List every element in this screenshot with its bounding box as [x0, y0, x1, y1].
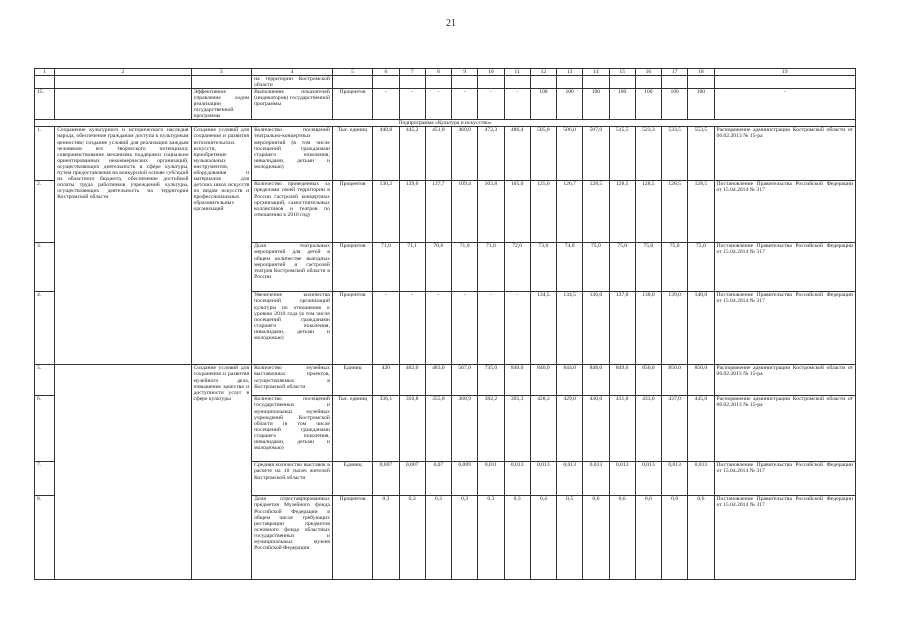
subprogram-title: Подпрограмма «Культура и искусство» — [35, 120, 856, 127]
indicator-cell: Количество музейных выставочных проектов, осуществляемых в Костромской области — [252, 365, 333, 396]
value-cell: 848,0 — [583, 365, 609, 396]
column-number: 10 — [478, 69, 504, 76]
value-cell: 0,6 — [583, 496, 609, 580]
value-cell: - — [478, 89, 504, 120]
value-cell: 75,0 — [688, 243, 714, 292]
value-cell: 71,1 — [399, 243, 425, 292]
column-number: 3 — [191, 69, 252, 76]
value-cell: 71,0 — [478, 243, 504, 292]
indicator-cell: Доля театральных мероприятий для детей в общем количестве выездных мероприятий и гастролей театров Костромской области в России — [252, 243, 333, 292]
value-cell: 567,0 — [452, 365, 478, 396]
value-cell: 139,0 — [662, 292, 688, 365]
row-number: 2. — [35, 181, 55, 243]
value-cell: 0,013 — [688, 462, 714, 496]
column-number: 14 — [583, 69, 609, 76]
value-cell: 0,3 — [399, 496, 425, 580]
value-cell: 70,6 — [425, 243, 451, 292]
value-cell: 350,8 — [399, 396, 425, 462]
column-number: 4 — [252, 69, 333, 76]
source-cell: Постановление Правительства Российской Федерации от 15.04.2014 № 317 — [714, 243, 855, 292]
indicators-table — [34, 68, 856, 580]
value-cell: 355,8 — [425, 396, 451, 462]
value-cell: 440,8 — [373, 127, 399, 181]
value-cell: 382,2 — [478, 396, 504, 462]
value-cell: - — [399, 292, 425, 365]
unit-cell: Единиц — [332, 462, 372, 496]
value-cell: 0,5 — [557, 496, 583, 580]
value-cell: 128,5 — [635, 181, 661, 243]
value-cell: 850,0 — [662, 365, 688, 396]
indicator-cell: Увеличение количества посещений организаций культуры по отношению к уровню 2010 года (в том числе посещений гражданами старшего поколения, инвалидами, детьми и молодежью) — [252, 292, 333, 365]
row-number: 15. — [35, 89, 55, 120]
value-cell: 0,013 — [635, 462, 661, 496]
value-cell: 75,0 — [583, 243, 609, 292]
value-cell: 128,5 — [609, 181, 635, 243]
unit-cell: Процентов — [332, 292, 372, 365]
value-cell: - — [373, 292, 399, 365]
value-cell: 486,4 — [504, 127, 530, 181]
value-cell: - — [504, 292, 530, 365]
value-cell: 139,6 — [399, 181, 425, 243]
value-cell: 109,4 — [452, 181, 478, 243]
value-cell: 445,0 — [688, 396, 714, 462]
value-cell: 136,0 — [583, 292, 609, 365]
value-cell: 735,0 — [478, 365, 504, 396]
value-cell: 100 — [557, 89, 583, 120]
column-number: 15 — [609, 69, 635, 76]
indicator-cell: Выполнение показателей (индикаторов) государственной программы — [252, 89, 333, 120]
value-cell: 0,3 — [425, 496, 451, 580]
value-cell: 533,5 — [662, 127, 688, 181]
value-cell: - — [478, 292, 504, 365]
column-number: 12 — [530, 69, 556, 76]
row-number: 5. — [35, 365, 55, 396]
indicator-cell: на территории Костромской области — [252, 76, 333, 89]
row-number: 3. — [35, 243, 55, 292]
value-cell: 74,0 — [557, 243, 583, 292]
value-cell: - — [504, 89, 530, 120]
value-cell: 840,0 — [504, 365, 530, 396]
value-cell: 0,007 — [373, 462, 399, 496]
table-row — [35, 365, 856, 396]
value-cell: 431,0 — [609, 396, 635, 462]
value-cell: - — [425, 89, 451, 120]
row-number: 4. — [35, 292, 55, 365]
value-cell: 0,007 — [399, 462, 425, 496]
source-cell: Постановление Правительства Российской Федерации от 15.04.2014 № 317 — [714, 181, 855, 243]
value-cell: 850,0 — [688, 365, 714, 396]
value-cell: - — [373, 89, 399, 120]
value-cell: 128,5 — [583, 181, 609, 243]
value-cell: - — [425, 292, 451, 365]
value-cell: 505,8 — [530, 127, 556, 181]
column-number: 13 — [557, 69, 583, 76]
table-row — [35, 127, 856, 181]
value-cell: 137,0 — [609, 292, 635, 365]
value-cell: 507,0 — [583, 127, 609, 181]
task-cell: Эффективное управление ходом реализации государственной программы — [191, 89, 252, 120]
value-cell: 100 — [583, 89, 609, 120]
value-cell: 75,0 — [609, 243, 635, 292]
value-cell: 134,5 — [557, 292, 583, 365]
column-number: 18 — [688, 69, 714, 76]
source-cell: Постановление Правительства Российской Федерации от 15.04.2014 № 317 — [714, 292, 855, 365]
value-cell: 0,6 — [662, 496, 688, 580]
value-cell: 125,0 — [530, 181, 556, 243]
column-number: 11 — [504, 69, 530, 76]
value-cell: 0,013 — [609, 462, 635, 496]
value-cell: 75,0 — [635, 243, 661, 292]
value-cell: 430,0 — [583, 396, 609, 462]
value-cell: 0,3 — [504, 496, 530, 580]
column-number: 19 — [714, 69, 855, 76]
value-cell: 420 — [373, 365, 399, 396]
value-cell: 0,013 — [662, 462, 688, 496]
indicator-cell: Средняя количество выставок в расчете на 10 тысяч жителей Костромской области — [252, 462, 333, 496]
value-cell: 72,0 — [504, 243, 530, 292]
value-cell: 445,2 — [399, 127, 425, 181]
value-cell: 844,0 — [557, 365, 583, 396]
value-cell: 0,6 — [635, 496, 661, 580]
unit-cell: Процентов — [332, 496, 372, 580]
unit-cell: Процентов — [332, 243, 372, 292]
unit-cell: Процентов — [332, 89, 372, 120]
value-cell: 368,9 — [452, 396, 478, 462]
row-number: 6. — [35, 396, 55, 462]
column-number: 7 — [399, 69, 425, 76]
indicator-cell: Количество посещений государственных и муниципальных музейных учреждений Костромской области (в том числе посещений гражданами старшего поколения, инвалидами, детьми и молодежью) — [252, 396, 333, 462]
value-cell: - — [452, 292, 478, 365]
value-cell: 126,7 — [557, 181, 583, 243]
value-cell: 433,0 — [635, 396, 661, 462]
value-cell: 100 — [688, 89, 714, 120]
page-number: 21 — [446, 18, 456, 29]
source-cell: Постановление Правительства Российской Федерации от 15.04.2014 № 317 — [714, 496, 855, 580]
value-cell: 428,3 — [530, 396, 556, 462]
subprogram-row — [35, 120, 856, 127]
value-cell: 483,0 — [425, 365, 451, 396]
value-cell: 0,013 — [530, 462, 556, 496]
value-cell: 100 — [662, 89, 688, 120]
value-cell: 0,3 — [478, 496, 504, 580]
unit-cell: Тыс. единиц — [332, 396, 372, 462]
source-cell: Распоряжение администрации Костромской области от 06.02.2013 № 15-ра — [714, 127, 855, 181]
value-cell: 0,013 — [583, 462, 609, 496]
value-cell: 105,0 — [504, 181, 530, 243]
value-cell: 0,009 — [452, 462, 478, 496]
indicator-cell: Количество проведенных за пределами своей территории в России гастролей концертных организаций, самостоятельных коллективов и театров по отношению к 2010 году — [252, 181, 333, 243]
row-number: 8. — [35, 496, 55, 580]
value-cell: 0,07 — [425, 462, 451, 496]
value-cell: 850,0 — [635, 365, 661, 396]
unit-cell: Процентов — [332, 181, 372, 243]
column-number: 8 — [425, 69, 451, 76]
value-cell: 71,0 — [452, 243, 478, 292]
goal-cell: Сохранение культурного и исторического наследия народа, обеспечение гражданам доступа к культурным ценностям; создание условий для реализации каждым человеком его творческого потенциала; совершенствование механизма поддержки социально ориентированных некоммерческих организаций, осуществляющих деятельность в сфере культуры, путем предоставления на конкурсной основе субсидий из областного бюджета, обеспечение достойной оплаты труда работников учреждений культуры, осуществляющих деятельность на территории Костромской области — [55, 127, 191, 365]
value-cell: 0,3 — [373, 496, 399, 580]
source-cell: Распоряжение администрации Костромской области от 06.02.2013 № 15-ра — [714, 396, 855, 462]
unit-cell: Единиц — [332, 365, 372, 396]
value-cell: 840,0 — [530, 365, 556, 396]
value-cell: 429,0 — [557, 396, 583, 462]
column-number: 9 — [452, 69, 478, 76]
value-cell: 515,5 — [609, 127, 635, 181]
value-cell: 138,0 — [635, 292, 661, 365]
value-cell: 336,1 — [373, 396, 399, 462]
value-cell: 0,3 — [452, 496, 478, 580]
value-cell: 0,4 — [530, 496, 556, 580]
value-cell: 73,0 — [530, 243, 556, 292]
table-row — [35, 89, 856, 120]
value-cell: 460,8 — [452, 127, 478, 181]
value-cell: 506,0 — [557, 127, 583, 181]
column-number: 2 — [55, 69, 191, 76]
value-cell: - — [399, 89, 425, 120]
value-cell: 0,011 — [478, 462, 504, 496]
value-cell: 0,013 — [557, 462, 583, 496]
column-number: 16 — [635, 69, 661, 76]
value-cell: 553,5 — [688, 127, 714, 181]
task-cell: Создание условий для сохранения и развития музейного дела, повышение качества и доступности услуг в сфере культуры — [191, 365, 252, 580]
value-cell: 472,3 — [478, 127, 504, 181]
value-cell: 849,0 — [609, 365, 635, 396]
value-cell: 100 — [609, 89, 635, 120]
column-number: 17 — [662, 69, 688, 76]
value-cell: 100 — [635, 89, 661, 120]
value-cell: 103,8 — [478, 181, 504, 243]
value-cell: 137,7 — [425, 181, 451, 243]
value-cell: 75,0 — [662, 243, 688, 292]
value-cell: 140,0 — [688, 292, 714, 365]
value-cell: 134,5 — [530, 292, 556, 365]
value-cell: 451,8 — [425, 127, 451, 181]
value-cell: - — [452, 89, 478, 120]
indicator-cell: Количество посещений театрально-концертных мероприятий (в том числе посещений гражданами старшего поколения, инвалидами, детьми и молодежью) — [252, 127, 333, 181]
value-cell: 128,5 — [662, 181, 688, 243]
value-cell: 395,3 — [504, 396, 530, 462]
source-cell: Распоряжение администрации Костромской области от 06.02.2013 № 15-ра — [714, 365, 855, 396]
row-number: 1. — [35, 127, 55, 181]
value-cell: 0,6 — [609, 496, 635, 580]
value-cell: 130,2 — [373, 181, 399, 243]
unit-cell: Тыс. единиц — [332, 127, 372, 181]
value-cell: 0,013 — [504, 462, 530, 496]
value-cell: 0,6 — [688, 496, 714, 580]
column-number: 6 — [373, 69, 399, 76]
value-cell: 462,0 — [399, 365, 425, 396]
column-number: 5 — [332, 69, 372, 76]
indicator-cell: Доля отреставрированных предметов Музейного фонда Российской Федерации в общем числе требующих реставрации предметов основного фонда областных государственных и муниципальных музеев Российской Федерации — [252, 496, 333, 580]
task-cell: Создание условий для сохранения и развития исполнительских искусств, приобретение музыкальных инструментов, оборудования и материалов для детских школ искусств по видам искусств и профессиональных образовательных организаций — [191, 127, 252, 365]
carry-over-row — [35, 76, 856, 89]
source-cell: - — [714, 89, 855, 120]
source-cell: Постановление Правительства Российской Федерации от 15.04.2014 № 317 — [714, 462, 855, 496]
value-cell: 100 — [530, 89, 556, 120]
value-cell: 128,5 — [688, 181, 714, 243]
value-cell: 71,0 — [373, 243, 399, 292]
row-number: 7. — [35, 462, 55, 496]
value-cell: 523,3 — [635, 127, 661, 181]
column-number-row — [35, 69, 856, 76]
column-number: 1 — [35, 69, 55, 76]
value-cell: 437,0 — [662, 396, 688, 462]
